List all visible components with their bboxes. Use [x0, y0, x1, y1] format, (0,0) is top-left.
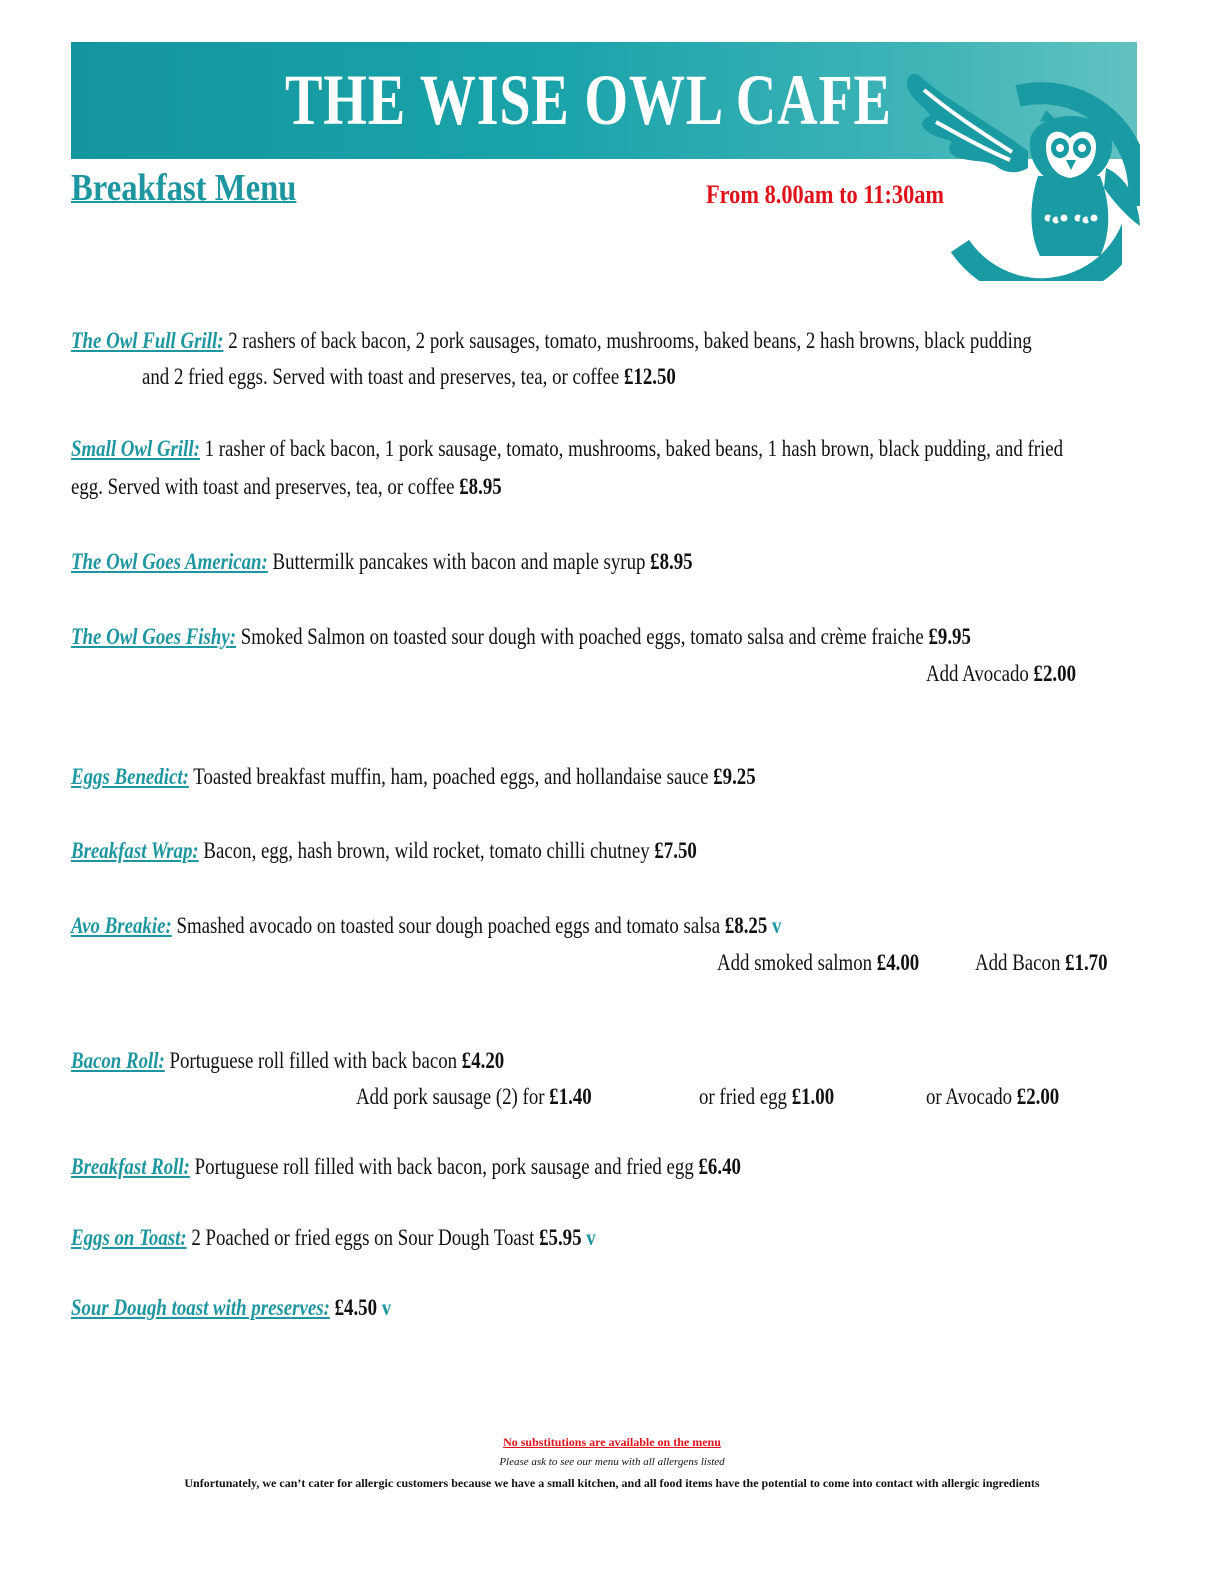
- addon-label: Add Avocado: [926, 661, 1034, 686]
- item-name: Bacon Roll: [71, 1048, 159, 1073]
- bacon-roll-addon-sausage: [356, 1084, 592, 1110]
- item-sep: :: [217, 328, 224, 353]
- item-desc: Buttermilk pancakes with bacon and maple syrup: [267, 549, 651, 574]
- menu-item-breakfast-roll: [71, 1154, 741, 1180]
- bacon-roll-addon-avocado: [926, 1084, 1059, 1110]
- item-price: £12.50: [623, 364, 676, 389]
- cafe-title: THE WISE OWL CAFE: [285, 60, 892, 140]
- addon-price: £1.70: [1065, 950, 1108, 975]
- menu-item-benedict: [71, 764, 756, 790]
- item-name: The Owl Full Grill: [71, 328, 218, 353]
- item-name: Avo Breakie: [71, 913, 166, 938]
- item-sep: :: [323, 1295, 330, 1320]
- addon-label: Add Bacon: [975, 950, 1066, 975]
- addon-price: £1.00: [791, 1084, 835, 1109]
- owl-logo-icon: [900, 56, 1140, 281]
- item-name: Small Owl Grill: [71, 436, 194, 461]
- item-sep: :: [183, 1154, 190, 1179]
- vegetarian-marker: v: [767, 913, 782, 938]
- item-sep: :: [165, 913, 172, 938]
- menu-item-full-grill-cont: [142, 364, 676, 390]
- addon-label: or Avocado: [926, 1084, 1017, 1109]
- menu-item-eggs-toast: [71, 1225, 596, 1251]
- item-desc: Smashed avocado on toasted sour dough poached eggs and tomato salsa: [171, 913, 725, 938]
- addon-label: Add pork sausage (2) for: [356, 1084, 550, 1109]
- item-price: £8.25: [724, 913, 768, 938]
- menu-item-small-grill-cont: [71, 474, 502, 500]
- item-price: £5.95: [539, 1225, 582, 1250]
- item-desc: Toasted breakfast muffin, ham, poached eggs, and hollandaise sauce: [188, 764, 714, 789]
- item-sep: :: [261, 549, 268, 574]
- item-sep: :: [192, 838, 199, 863]
- item-name: Breakfast Wrap: [71, 838, 193, 863]
- vegetarian-marker: v: [377, 1295, 392, 1320]
- item-desc: and 2 fried eggs. Served with toast and preserves, tea, or coffee: [142, 364, 624, 389]
- menu-item-small-grill: [71, 436, 1063, 462]
- fishy-addon: [926, 661, 1076, 687]
- item-desc: 1 rasher of back bacon, 1 pork sausage, tomato, mushrooms, baked beans, 1 hash brown, black pudding, and fried: [199, 436, 1064, 461]
- menu-item-avo: [71, 913, 781, 939]
- no-substitutions-notice: No substitutions are available on the menu: [503, 1435, 721, 1449]
- menu-item-bacon-roll: [71, 1048, 504, 1074]
- item-price: £8.95: [650, 549, 693, 574]
- item-name: Sour Dough toast with preserves: [71, 1295, 324, 1320]
- item-sep: :: [193, 436, 200, 461]
- menu-item-sourdough: [71, 1295, 391, 1321]
- item-name: Eggs Benedict: [71, 764, 183, 789]
- item-desc: 2 Poached or fried eggs on Sour Dough Toast: [186, 1225, 540, 1250]
- allergen-warning: Unfortunately, we can’t cater for allergic customers because we have a small kitchen, and all food items have the potential to come into contact with allergic ingredients: [184, 1476, 1040, 1490]
- opening-hours: From 8.00am to 11:30am: [706, 180, 945, 209]
- item-name: Eggs on Toast: [71, 1225, 181, 1250]
- allergen-ask-note: Please ask to see our menu with all allergens listed: [499, 1456, 725, 1468]
- bacon-roll-addon-egg: [699, 1084, 834, 1110]
- item-name: Breakfast Roll: [71, 1154, 184, 1179]
- item-sep: :: [229, 624, 237, 649]
- item-sep: :: [182, 764, 189, 789]
- addon-price: £2.00: [1033, 661, 1076, 686]
- addon-price: £4.00: [876, 950, 920, 975]
- item-desc: Portuguese roll filled with back bacon, pork sausage and fried egg: [189, 1154, 699, 1179]
- addon-label: or fried egg: [699, 1084, 792, 1109]
- addon-price: £2.00: [1016, 1084, 1060, 1109]
- addon-price: £1.40: [549, 1084, 592, 1109]
- item-price: £6.40: [698, 1154, 741, 1179]
- menu-item-fishy: [71, 624, 971, 650]
- item-desc: Bacon, egg, hash brown, wild rocket, tomato chilli chutney: [198, 838, 655, 863]
- item-price: £7.50: [654, 838, 697, 863]
- avo-addon-bacon: [975, 950, 1108, 976]
- menu-item-full-grill: [71, 328, 1032, 354]
- item-price: £4.20: [461, 1048, 505, 1073]
- item-desc: Smoked Salmon on toasted sour dough with poached eggs, tomato salsa and crème fraiche: [236, 624, 929, 649]
- item-price: £8.95: [459, 474, 502, 499]
- item-name: The Owl Goes Fishy: [71, 624, 230, 649]
- addon-label: Add smoked salmon: [717, 950, 877, 975]
- item-price: £9.95: [928, 624, 971, 649]
- item-name: The Owl Goes American: [71, 549, 262, 574]
- item-price: £4.50: [334, 1295, 378, 1320]
- item-desc: egg. Served with toast and preserves, tea, or coffee: [71, 474, 460, 499]
- vegetarian-marker: v: [581, 1225, 596, 1250]
- menu-item-wrap: [71, 838, 697, 864]
- item-desc: Portuguese roll filled with back bacon: [164, 1048, 462, 1073]
- menu-item-american: [71, 549, 693, 575]
- menu-heading: Breakfast Menu: [71, 167, 297, 209]
- item-desc: 2 rashers of back bacon, 2 pork sausages, tomato, mushrooms, baked beans, 2 hash browns, black pudding: [223, 328, 1032, 353]
- item-sep: :: [158, 1048, 165, 1073]
- avo-addon-salmon: [717, 950, 919, 976]
- item-sep: :: [180, 1225, 187, 1250]
- item-price: £9.25: [713, 764, 756, 789]
